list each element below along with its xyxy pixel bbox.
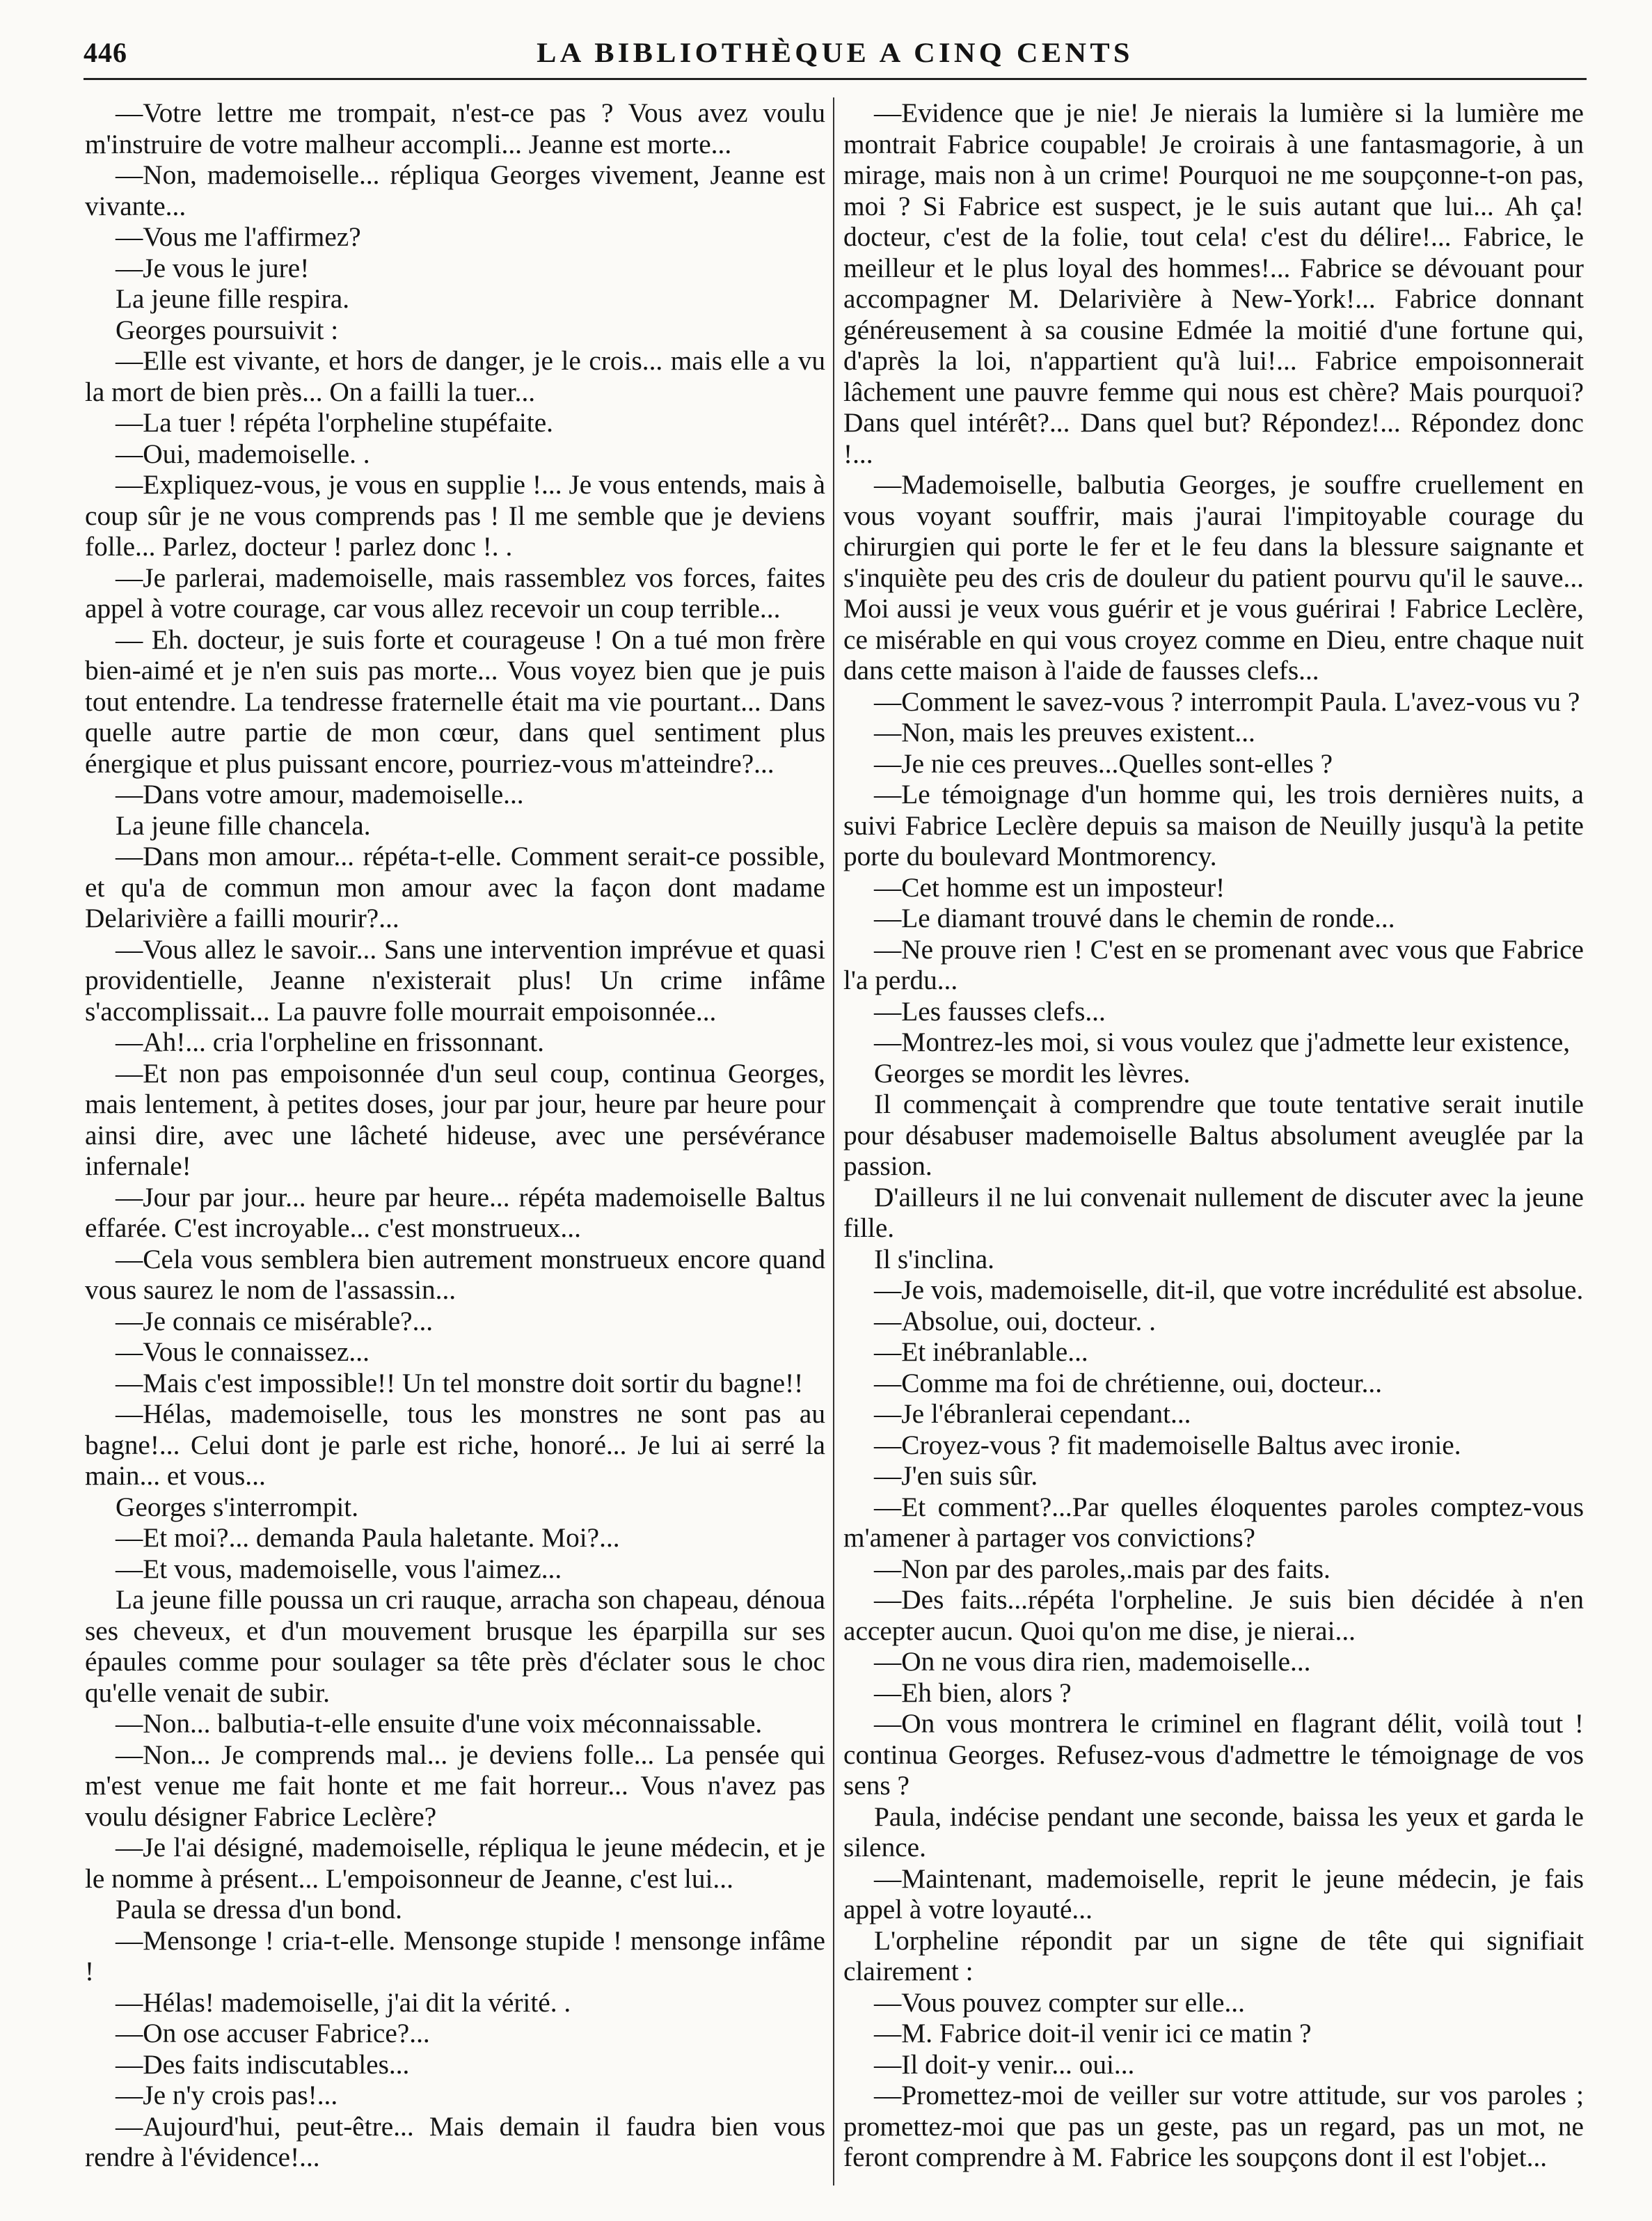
paragraph: —Votre lettre me trompait, n'est-ce pas ? Vous avez voulu m'instruire de votre malheur accompli... Jeanne est morte...: [85, 97, 825, 159]
journal-title: LA BIBLIOTHÈQUE A CINQ CENTS: [537, 37, 1134, 68]
paragraph: —Les fausses clefs...: [874, 995, 1106, 1027]
paragraph: —Je n'y crois pas!...: [116, 2080, 338, 2110]
paragraph: —Non... balbutia-t-elle ensuite d'une voix méconnaissable.: [116, 1708, 763, 1739]
paragraph: —Oui, mademoiselle. .: [116, 438, 370, 469]
paragraph: —Le témoignage d'un homme qui, les trois dernières nuits, a suivi Fabrice Leclère depuis sa maison de Neuilly jusqu'à la petite porte du boulevard Montmorency.: [843, 779, 1584, 871]
paragraph: —Eh bien, alors ?: [874, 1677, 1072, 1708]
right-column: [843, 97, 1584, 2186]
paragraph: —Non... Je comprends mal... je deviens folle... La pensée qui m'est venue me fait honte et me fait horreur... Vous n'avez pas voulu désigner Fabrice Leclère?: [85, 1739, 825, 1832]
paragraph: —Mademoiselle, balbutia Georges, je souffre cruellement en vous voyant souffrir, mais j'aurai l'impitoyable courage du chirurgien qui porte le fer et le feu dans la blessure saignante et s'inquiète peu des cris de douleur du patient pourvu qu'il le sauve... Moi aussi je veux vous guérir et je vous guérirai ! Fabrice Leclère, ce misérable en qui vous croyez comme en Dieu, entre chaque nuit dans cette maison à l'aide de fausses clefs...: [843, 469, 1584, 686]
paragraph: —Mensonge ! cria-t-elle. Mensonge stupide ! mensonge infâme !: [85, 1924, 825, 1986]
paragraph: —Expliquez-vous, je vous en supplie !... Je vous entends, mais à coup sûr je ne vous comprends pas ! Il me semble que je deviens folle... Parlez, docteur ! parlez donc !. .: [85, 469, 825, 562]
paragraph: —Vous me l'affirmez?: [116, 221, 361, 252]
paragraph: —Non, mademoiselle... répliqua Georges vivement, Jeanne est vivante...: [85, 159, 825, 221]
left-column: [85, 97, 825, 2186]
paragraph: —Dans votre amour, mademoiselle...: [116, 779, 524, 809]
paragraph: —Mais c'est impossible!! Un tel monstre doit sortir du bagne!!: [116, 1367, 804, 1398]
paragraph: —Montrez-les moi, si vous voulez que j'admette leur existence,: [874, 1027, 1571, 1057]
paragraph: Georges se mordit les lèvres.: [874, 1057, 1191, 1089]
paragraph: —Absolue, oui, docteur. .: [874, 1305, 1156, 1336]
paragraph: —Je l'ai désigné, mademoiselle, répliqua le jeune médecin, et je le nomme à présent... L'empoisonneur de Jeanne, c'est lui...: [85, 1832, 825, 1894]
header-rule: [84, 78, 1587, 80]
paragraph: —Dans mon amour... répéta-t-elle. Comment serait-ce possible, et qu'a de commun mon amour avec la façon dont madame Delarivière a failli mourir?...: [85, 841, 825, 933]
paragraph: —On ne vous dira rien, mademoiselle...: [874, 1646, 1311, 1677]
paragraph: —Je connais ce misérable?...: [116, 1305, 434, 1336]
paragraph: —La tuer ! répéta l'orpheline stupéfaite.: [116, 407, 553, 438]
paragraph: — Eh. docteur, je suis forte et courageuse ! On a tué mon frère bien-aimé et je n'en suis pas morte... Vous voyez bien que je puis tout entendre. La tendresse fraternelle était ma vie pourtant... Dans quelle autre partie de mon cœur, dans quel sentiment plus énergique et plus puissant encore, pourriez-vous m'atteindre?...: [85, 624, 825, 779]
paragraph: —Aujourd'hui, peut-être... Mais demain il faudra bien vous rendre à l'évidence!...: [85, 2110, 825, 2172]
paragraph: —Promettez-moi de veiller sur votre attitude, sur vos paroles ; promettez-moi que pas un geste, pas un regard, pas un mot, ne feront comprendre à M. Fabrice les soupçons dont il est l'objet...: [843, 2080, 1584, 2172]
paragraph: —Et vous, mademoiselle, vous l'aimez...: [116, 1553, 562, 1584]
paragraph: —Non par des paroles,.mais par des faits.: [874, 1553, 1331, 1584]
paragraph: Paula se dressa d'un bond.: [116, 1894, 402, 1924]
paragraph: —Il doit-y venir... oui...: [874, 2048, 1135, 2080]
paragraph: D'ailleurs il ne lui convenait nullement de discuter avec la jeune fille.: [843, 1181, 1584, 1243]
paragraph: —Jour par jour... heure par heure... répéta mademoiselle Baltus effarée. C'est incroyable... c'est monstrueux...: [85, 1181, 825, 1243]
paragraph: —Maintenant, mademoiselle, reprit le jeune médecin, je fais appel à votre loyauté...: [843, 1863, 1584, 1924]
paragraph: —Non, mais les preuves existent...: [874, 717, 1255, 748]
paragraph: —Comment le savez-vous ? interrompit Paula. L'avez-vous vu ?: [874, 686, 1580, 717]
paragraph: —Je l'ébranlerai cependant...: [874, 1398, 1191, 1429]
paragraph: —Et moi?... demanda Paula haletante. Moi?...: [116, 1522, 620, 1553]
page-number: 446: [84, 37, 127, 68]
paragraph: Il commençait à comprendre que toute tentative serait inutile pour désabuser mademoiselle Baltus absolument aveuglée par la passion.: [843, 1089, 1584, 1181]
paragraph: —Et comment?...Par quelles éloquentes paroles comptez-vous m'amener à partager vos convictions?: [843, 1491, 1584, 1553]
paragraph: —Elle est vivante, et hors de danger, je le crois... mais elle a vu la mort de bien près... On a failli la tuer...: [85, 345, 825, 407]
paragraph: —On ose accuser Fabrice?...: [116, 2018, 430, 2048]
paragraph: —Cela vous semblera bien autrement monstrueux encore quand vous saurez le nom de l'assassin...: [85, 1243, 825, 1305]
paragraph: —Le diamant trouvé dans le chemin de ronde...: [874, 903, 1395, 933]
paragraph: —Ne prouve rien ! C'est en se promenant avec vous que Fabrice l'a perdu...: [843, 933, 1584, 995]
paragraph: —J'en suis sûr.: [874, 1460, 1038, 1491]
paragraph: Georges s'interrompit.: [116, 1491, 359, 1522]
paragraph: —Je vous le jure!: [116, 252, 310, 283]
paragraph: —Et inébranlable...: [874, 1336, 1088, 1367]
paragraph: —Cet homme est un imposteur!: [874, 871, 1225, 903]
paragraph: —Et non pas empoisonnée d'un seul coup, continua Georges, mais lentement, à petites doses, jour par jour, heure par heure pour ainsi dire, avec une lâcheté hideuse, avec une persévérance infernale!: [85, 1057, 825, 1181]
paragraph: —Vous allez le savoir... Sans une intervention imprévue et quasi providentielle, Jeanne n'existerait plus! Un crime infâme s'accomplissait... La pauvre folle mourrait empoisonnée...: [85, 933, 825, 1027]
paragraph: Georges poursuivit :: [116, 314, 339, 345]
paragraph: —Croyez-vous ? fit mademoiselle Baltus avec ironie.: [874, 1429, 1461, 1460]
paragraph: Il s'inclina.: [874, 1243, 994, 1274]
paragraph: —On vous montrera le criminel en flagrant délit, voilà tout ! continua Georges. Refusez-vous d'admettre le témoignage de vos sens ?: [843, 1708, 1584, 1801]
paragraph: —M. Fabrice doit-il venir ici ce matin ?: [874, 2018, 1312, 2048]
paragraph: —Vous le connaissez...: [116, 1336, 370, 1367]
paragraph: —Hélas! mademoiselle, j'ai dit la vérité. .: [116, 1986, 571, 2018]
paragraph: —Des faits...répéta l'orpheline. Je suis bien décidée à n'en accepter aucun. Quoi qu'on me dise, je nierai...: [843, 1584, 1584, 1646]
paragraph: L'orpheline répondit par un signe de tête qui signifiait clairement :: [843, 1924, 1584, 1986]
paragraph: La jeune fille chancela.: [116, 809, 371, 841]
paragraph: —Evidence que je nie! Je nierais la lumière si la lumière me montrait Fabrice coupable! Je croirais à une fantasmagorie, à un mirage, mais non à un crime! Pourquoi ne me soupçonne-t-on pas, moi ? Si Fabrice est suspect, je le suis autant que lui... Ah ça! docteur, c'est de la folie, tout cela! c'est du délire!... Fabrice, le meilleur et le plus loyal des hommes!... Fabrice se dévouant pour accompagner M. Delarivière à New-York!... Fabrice donnant généreusement à sa cousine Edmée la moitié d'une fortune qui, d'après la loi, n'appartient qu'à lui!... Fabrice empoisonnerait lâchement une pauvre femme qui nous est chère? Mais pourquoi? Dans quel intérêt?... Dans quel but? Répondez!... Répondez donc !...: [843, 97, 1584, 469]
paragraph: La jeune fille respira.: [116, 283, 350, 314]
column-divider: [833, 97, 834, 2186]
paragraph: —Je parlerai, mademoiselle, mais rassemblez vos forces, faites appel à votre courage, car vous allez recevoir un coup terrible...: [85, 562, 825, 624]
paragraph: —Des faits indiscutables...: [116, 2048, 410, 2080]
paragraph: —Je vois, mademoiselle, dit-il, que votre incrédulité est absolue.: [874, 1274, 1584, 1305]
paragraph: —Comme ma foi de chrétienne, oui, docteur...: [874, 1367, 1383, 1398]
paragraph: La jeune fille poussa un cri rauque, arracha son chapeau, dénoua ses cheveux, et d'un mouvement brusque les éparpilla sur ses épaules comme pour soulager sa tête près d'éclater sous le choc qu'elle venait de subir.: [85, 1584, 825, 1708]
paragraph: —Vous pouvez compter sur elle...: [874, 1986, 1245, 2018]
paragraph: —Je nie ces preuves...Quelles sont-elles ?: [874, 748, 1333, 779]
paragraph: Paula, indécise pendant une seconde, baissa les yeux et garda le silence.: [843, 1801, 1584, 1863]
paragraph: —Hélas, mademoiselle, tous les monstres ne sont pas au bagne!... Celui dont je parle est riche, honoré... Je lui ai serré la main... et vous...: [85, 1398, 825, 1491]
paragraph: —Ah!... cria l'orpheline en frissonnant.: [116, 1027, 545, 1057]
